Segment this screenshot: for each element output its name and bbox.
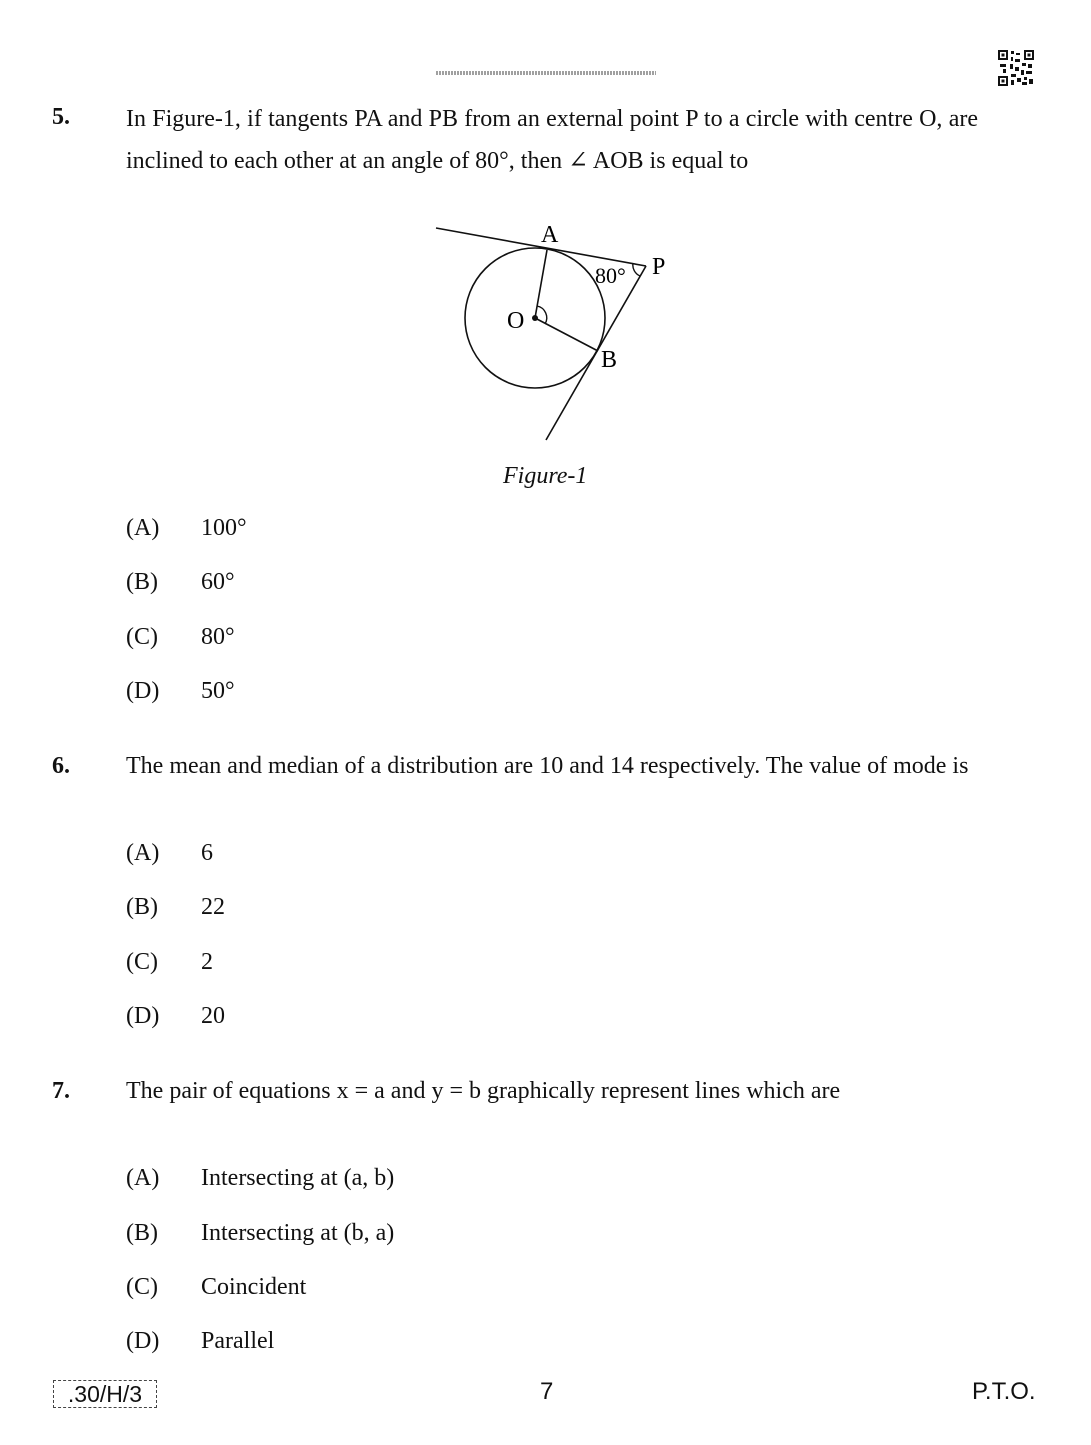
qr-code-icon: [998, 50, 1034, 86]
question-text: The pair of equations x = a and y = b graphically represent lines which are: [126, 1078, 841, 1104]
paper-code: .30/H/3: [53, 1380, 157, 1408]
figure-caption: Figure-1: [503, 463, 588, 489]
angle-label-80: 80°: [595, 263, 626, 288]
question-number: 5.: [52, 104, 70, 130]
radius-ob: [535, 318, 598, 351]
page-number: 7: [540, 1378, 554, 1405]
question-text: The mean and median of a distribution are 10 and 14 respectively. The value of mode is: [126, 753, 969, 779]
label-p: P: [652, 254, 666, 280]
question-number: 7.: [52, 1078, 70, 1104]
security-microtext-strip: [436, 71, 656, 75]
tangent-circle-figure: [430, 218, 680, 448]
label-a: A: [541, 222, 559, 248]
question-number: 6.: [52, 753, 70, 779]
label-o: O: [507, 308, 525, 334]
pto-label: P.T.O.: [972, 1378, 1036, 1405]
tangent-pb: [546, 266, 646, 440]
centre-point: [532, 315, 538, 321]
label-b: B: [601, 347, 618, 373]
question-text: In Figure-1, if tangents PA and PB from an external point P to a circle with centre O, are inclined to each other at an angle of 80°, then ∠ AOB is equal to: [126, 106, 978, 174]
